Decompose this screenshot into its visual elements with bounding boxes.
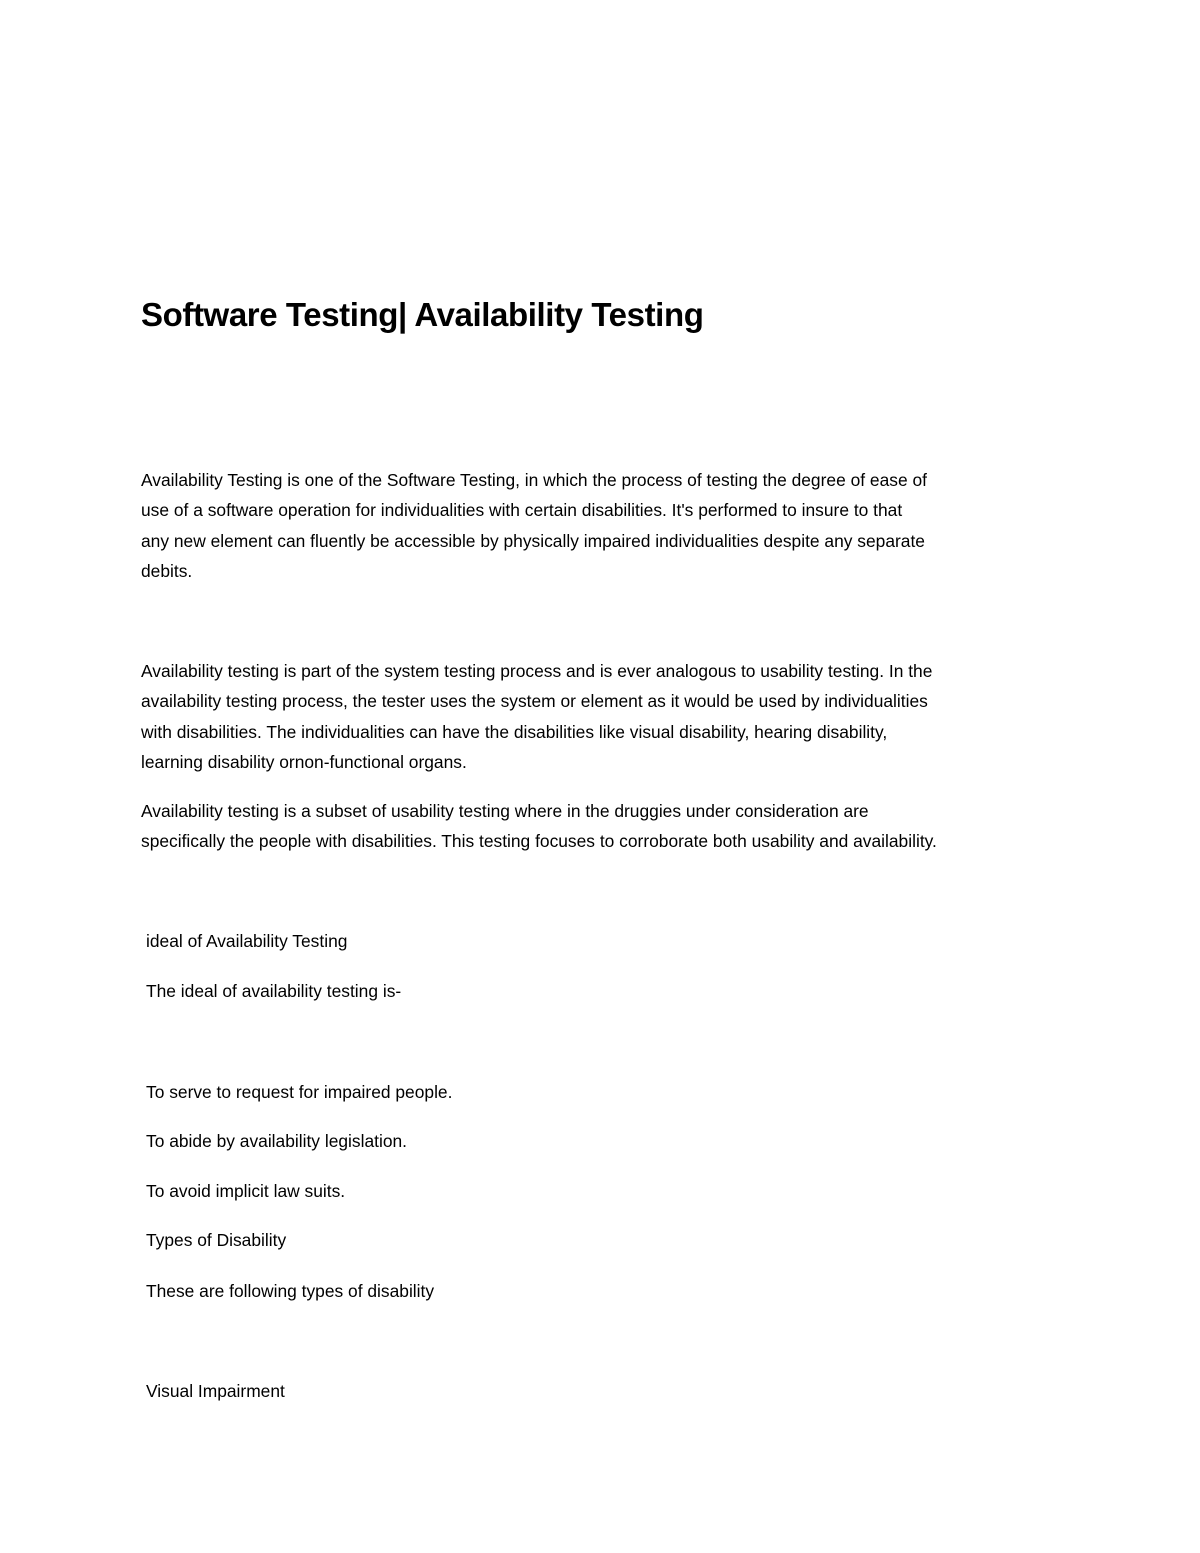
ideal-item-serve: To serve to request for impaired people. <box>146 1082 453 1102</box>
disability-types-heading: Types of Disability <box>146 1230 287 1250</box>
system-testing-paragraph: Availability testing is part of the system testing process and is ever analogous to usability testing. In the availability testing process, the tester uses the system or element as it would be used by individualities with disabilities. The individualities can have the disabilities like visual disability, hearing disability, learning disability ornon-functional organs. <box>141 661 933 772</box>
document-title: Software Testing| Availability Testing <box>141 296 704 333</box>
ideal-item-lawsuits: To avoid implicit law suits. <box>146 1181 346 1201</box>
usability-subset-paragraph: Availability testing is a subset of usability testing where in the druggies under consideration are specifically the people with disabilities. This testing focuses to corroborate both usability and availability. <box>141 801 937 852</box>
ideal-intro-line: The ideal of availability testing is- <box>146 981 402 1001</box>
ideal-heading: ideal of Availability Testing <box>146 931 348 951</box>
intro-paragraph: Availability Testing is one of the Software Testing, in which the process of testing the degree of ease of use of a software operation for individualities with certain disabilities. It's performed to insure to that any new element can fluently be accessible by physically impaired individualities despite any separate debits. <box>141 470 927 581</box>
ideal-item-legislation: To abide by availability legislation. <box>146 1131 408 1151</box>
disability-types-intro: These are following types of disability <box>146 1281 435 1301</box>
visual-impairment-heading: Visual Impairment <box>146 1381 285 1401</box>
